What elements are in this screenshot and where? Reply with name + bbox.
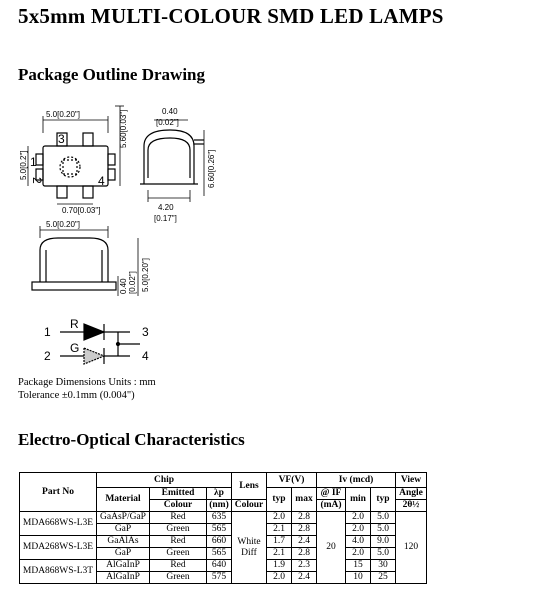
cell-lp: 565 (207, 524, 232, 536)
th-emitted: Emitted (150, 488, 207, 500)
cell-lp: 565 (207, 548, 232, 560)
th-vf: VF(V) (267, 473, 317, 488)
table-row (20, 560, 427, 572)
dim-bottom-pad: 0.70[0.03"] (62, 206, 101, 215)
lead-top-right (83, 133, 93, 146)
pin-label-3: 3 (58, 132, 65, 146)
dim-front-width: 5.0[0.20"] (46, 220, 80, 229)
cell-typ: 5.0 (371, 512, 396, 524)
th-chip: Chip (97, 473, 232, 488)
cell-lp: 660 (207, 536, 232, 548)
th-material: Material (97, 488, 150, 512)
cell-material: GaAsP/GaP (97, 512, 150, 524)
schematic-r: R (70, 317, 79, 331)
dim-front-lead-in: [0.02"] (128, 271, 137, 294)
cell-lens: White Diff (232, 512, 267, 584)
cell-vtyp: 1.9 (267, 560, 292, 572)
cell-material: AlGaInP (97, 572, 150, 584)
section-heading-outline: Package Outline Drawing (18, 65, 205, 84)
cell-colour: Green (150, 572, 207, 584)
dim-side-height: 6.60[0.26"] (207, 149, 216, 188)
table-row (20, 536, 427, 548)
th-vf-typ: typ (267, 488, 292, 512)
cell-min: 2.0 (346, 512, 371, 524)
th-part-no: Part No (20, 473, 97, 512)
th-colour: Colour (150, 500, 207, 512)
note-units: Package Dimensions Units : mm (18, 377, 156, 388)
cell-colour: Red (150, 536, 207, 548)
th-ma: (mA) (317, 500, 346, 512)
dim-side-width: 4.20 (158, 203, 174, 212)
cell-typ: 5.0 (371, 548, 396, 560)
front-view-body (40, 238, 108, 282)
cell-min: 2.0 (346, 524, 371, 536)
cell-colour: Red (150, 512, 207, 524)
th-iv-min: min (346, 488, 371, 512)
cell-vtyp: 2.0 (267, 512, 292, 524)
cell-material: GaP (97, 524, 150, 536)
dim-front-height: 5.0[0.20"] (141, 258, 150, 292)
pad-right-top (108, 154, 115, 165)
dim-right-height: 5.60[0.03"] (119, 109, 128, 148)
cell-colour: Green (150, 524, 207, 536)
schematic-pin-2: 2 (44, 349, 51, 363)
pad-left-top (36, 154, 43, 165)
th-view: View (396, 473, 427, 488)
th-lens: Lens (232, 473, 267, 500)
cell-vmax: 2.4 (292, 572, 317, 584)
cell-lp: 640 (207, 560, 232, 572)
cell-typ: 25 (371, 572, 396, 584)
lead-bottom-left (57, 186, 67, 198)
red-diode-symbol (84, 324, 104, 340)
cell-vmax: 2.8 (292, 512, 317, 524)
cell-min: 15 (346, 560, 371, 572)
pin-label-1: 1 (30, 155, 37, 169)
th-at-if: @ IF (317, 488, 346, 500)
th-lambda: λp (207, 488, 232, 500)
schematic-pin-3: 3 (142, 325, 149, 339)
cell-angle: 120 (396, 512, 427, 584)
dim-side-top-in: [0.02"] (156, 118, 179, 127)
cell-vmax: 2.4 (292, 536, 317, 548)
pad-right-bottom (108, 169, 115, 180)
cell-if: 20 (317, 512, 346, 584)
dim-top-width: 5.0[0.20"] (46, 110, 80, 119)
th-lens-colour: Colour (232, 500, 267, 512)
cell-vtyp: 2.1 (267, 548, 292, 560)
cell-min: 10 (346, 572, 371, 584)
eo-characteristics-table (19, 472, 427, 584)
cell-typ: 5.0 (371, 524, 396, 536)
th-vf-max: max (292, 488, 317, 512)
dim-front-lead: 0.40 (119, 278, 128, 294)
cell-part: MDA668WS-L3E (20, 512, 97, 536)
cell-material: AlGaInP (97, 560, 150, 572)
section-heading-eo: Electro-Optical Characteristics (18, 430, 245, 449)
cell-typ: 9.0 (371, 536, 396, 548)
th-iv: Iv (mcd) (317, 473, 396, 488)
green-diode-symbol (84, 348, 104, 364)
pin-label-2: 2 (30, 177, 44, 184)
cell-colour: Green (150, 548, 207, 560)
cell-typ: 30 (371, 560, 396, 572)
cell-vtyp: 1.7 (267, 536, 292, 548)
cell-vmax: 2.8 (292, 548, 317, 560)
schematic-pin-4: 4 (142, 349, 149, 363)
dim-left-height: 5.0[0.2"] (19, 150, 28, 180)
table-row (20, 512, 427, 524)
side-view-dome (148, 138, 190, 178)
package-outline-drawing (18, 100, 218, 372)
schematic-g: G (70, 341, 80, 355)
th-deg: 2θ½ (396, 500, 427, 512)
cell-vtyp: 2.0 (267, 572, 292, 584)
cell-lp: 575 (207, 572, 232, 584)
cell-lp: 635 (207, 512, 232, 524)
th-nm: (nm) (207, 500, 232, 512)
cell-part: MDA268WS-L3E (20, 536, 97, 560)
schematic-pin-1: 1 (44, 325, 51, 339)
lead-bottom-right (83, 186, 93, 198)
note-tolerance: Tolerance ±0.1mm (0.004") (18, 390, 135, 401)
cell-material: GaP (97, 548, 150, 560)
cell-min: 4.0 (346, 536, 371, 548)
cell-vmax: 2.3 (292, 560, 317, 572)
cell-material: GaAlAs (97, 536, 150, 548)
pin-label-4: 4 (98, 174, 105, 188)
cell-part: MDA868WS-L3T (20, 560, 97, 584)
page-title: 5x5mm MULTI-COLOUR SMD LED LAMPS (18, 4, 444, 28)
cell-min: 2.0 (346, 548, 371, 560)
th-iv-typ: typ (371, 488, 396, 512)
dim-side-width-in: [0.17"] (154, 214, 177, 223)
cell-colour: Red (150, 560, 207, 572)
th-angle: Angle (396, 488, 427, 500)
cell-vmax: 2.8 (292, 524, 317, 536)
dim-side-top: 0.40 (162, 107, 178, 116)
cell-vtyp: 2.1 (267, 524, 292, 536)
